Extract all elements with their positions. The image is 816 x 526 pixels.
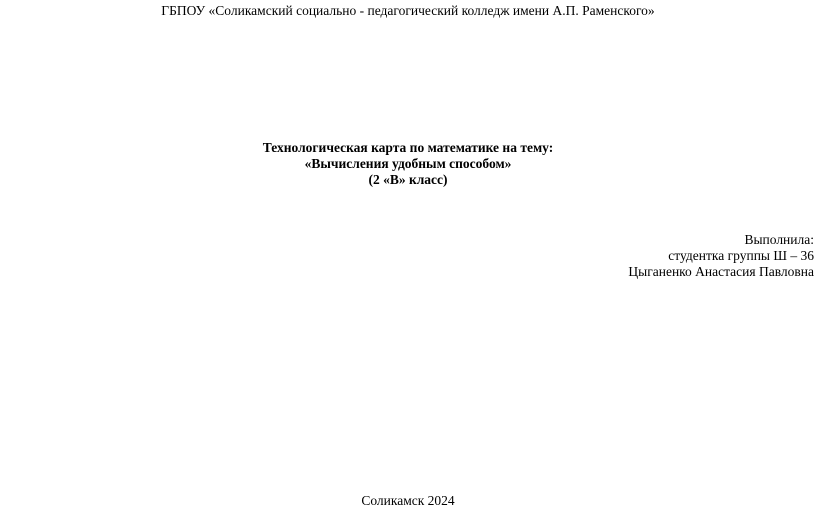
title-block — [0, 140, 816, 188]
author-group: студентка группы Ш – 36 — [668, 248, 814, 263]
title-line-lesson-name: «Вычисления удобным способом» — [304, 156, 512, 171]
institution-header: ГБПОУ «Соликамский социально - педагогический колледж имени А.П. Раменского» — [161, 3, 655, 18]
author-label: Выполнила: — [744, 232, 814, 247]
city-year-footer: Соликамск 2024 — [361, 493, 455, 508]
author-name: Цыганенко Анастасия Павловна — [628, 264, 814, 279]
title-line-class: (2 «В» класс) — [368, 172, 448, 187]
author-block — [628, 232, 814, 280]
title-line-topic: Технологическая карта по математике на тему: — [262, 140, 554, 155]
